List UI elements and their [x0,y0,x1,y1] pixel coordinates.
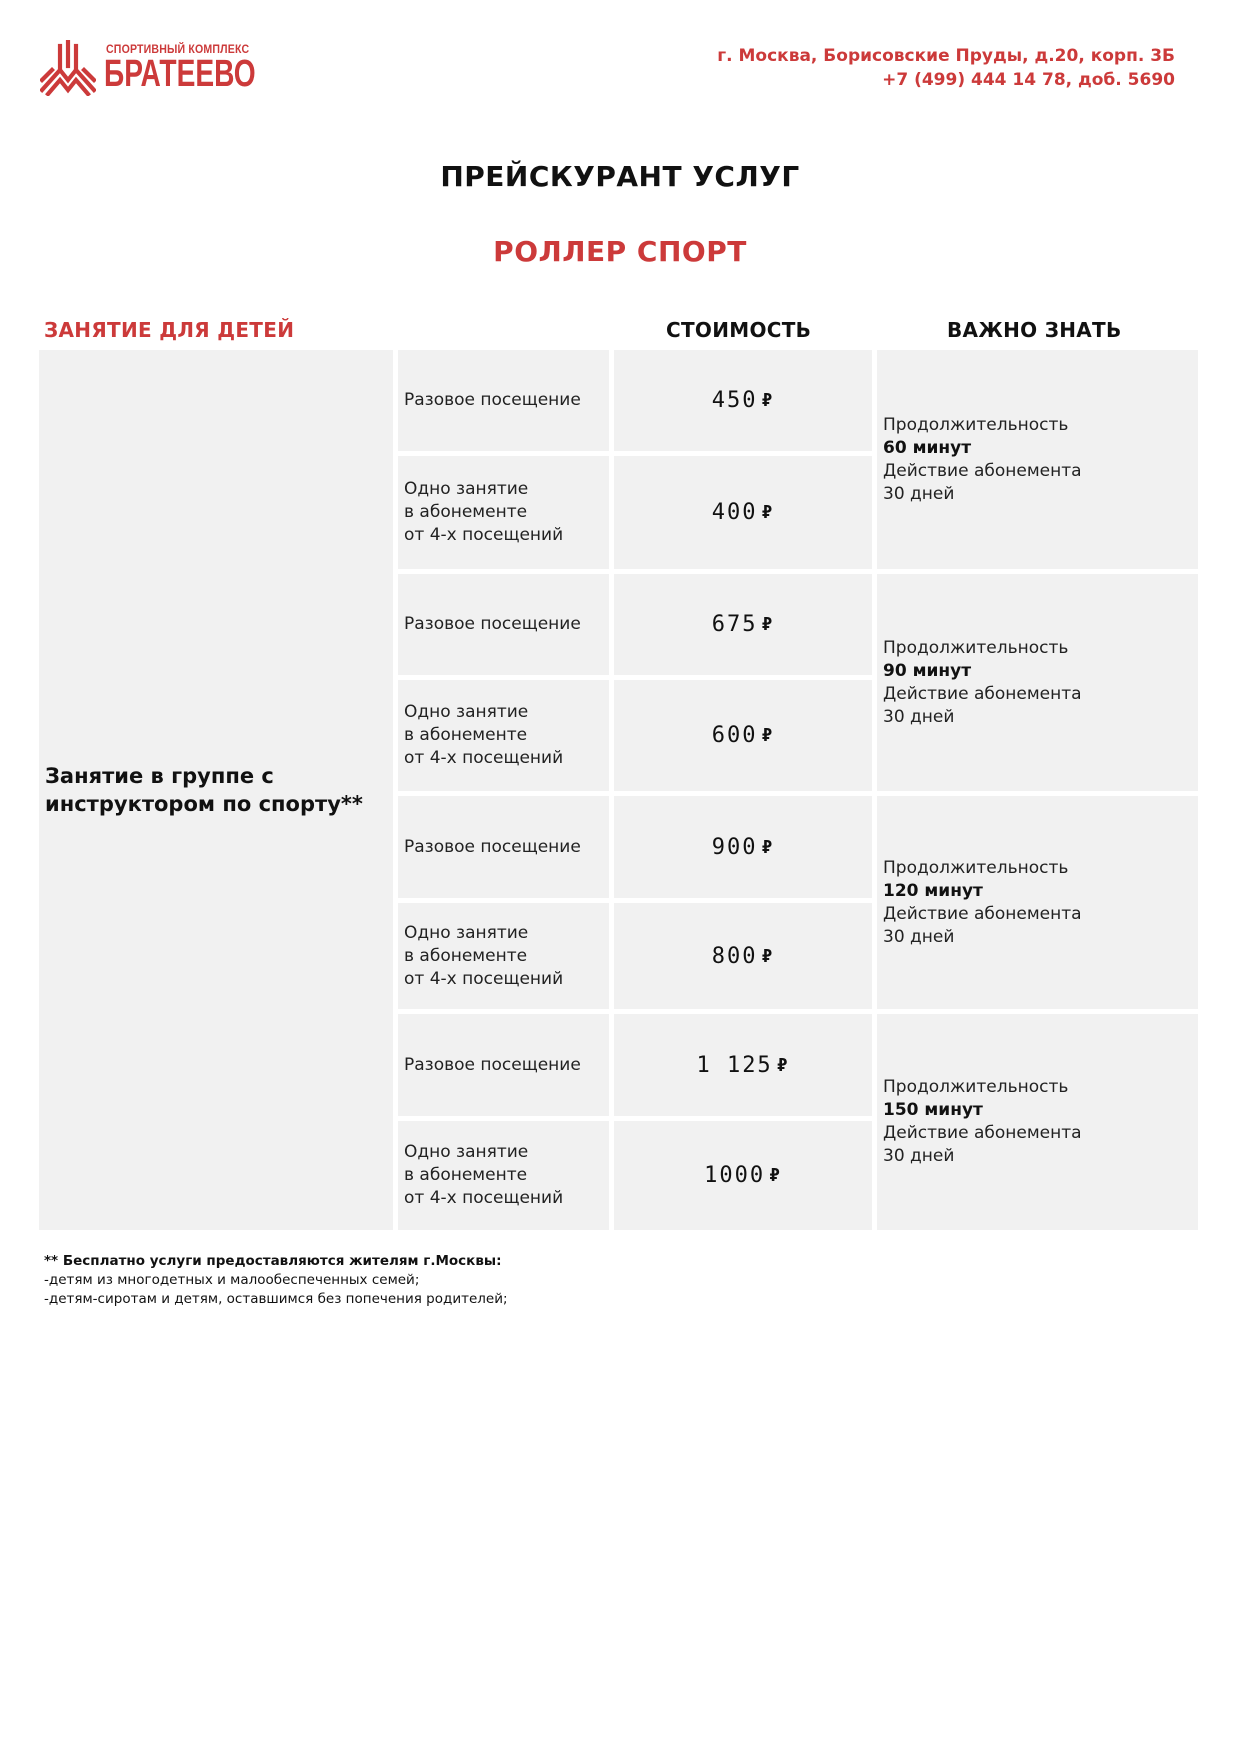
duration-value: 60 минут [883,437,972,458]
service-type: от 4-х посещений [404,1188,564,1208]
price-cell [614,796,872,898]
service-type: Разовое посещение [404,1054,581,1075]
price-value: 1 125 [696,1052,773,1078]
info-cell [877,1014,1198,1230]
page-title: ПРЕЙСКУРАНТ УСЛУГ [440,160,800,193]
ruble-icon: ₽ [761,502,775,523]
service-type: в абонементе [404,502,528,522]
service-type: от 4-х посещений [404,748,564,768]
table-row [398,796,609,898]
ruble-icon: ₽ [761,614,775,635]
table-row [398,350,609,451]
brand-logo [40,40,260,96]
price-cell [614,574,872,675]
ruble-icon: ₽ [761,836,775,858]
price-cell [614,1121,872,1230]
validity-label: Действие абонемента [883,460,1082,481]
info-cell [877,350,1198,569]
group-label: Занятие в группе с инструктором по спорту** [45,764,363,816]
footnote-line: -детям-сиротам и детям, оставшимся без попечения родителей; [44,1291,508,1307]
table-row [398,1121,609,1230]
ruble-icon: ₽ [761,725,775,746]
service-type: в абонементе [404,725,528,745]
footnote [44,1252,508,1309]
price-value: 800 [711,943,758,969]
table-row [398,456,609,569]
footnote-line: -детям из многодетных и малообеспеченных семей; [44,1272,420,1288]
validity-label: Действие абонемента [883,1123,1082,1143]
price-cell [614,1014,872,1116]
service-type: от 4-х посещений [404,525,564,545]
service-type: в абонементе [404,1165,528,1185]
contact-block [717,44,1175,92]
validity-label: Действие абонемента [883,903,1082,924]
ruble-icon: ₽ [761,945,775,967]
price-value: 450 [711,388,758,413]
price-cell [614,680,872,791]
service-type: от 4-х посещений [404,968,564,989]
price-value: 600 [711,723,758,748]
validity-value: 30 дней [883,706,955,727]
logo-mark-icon [40,40,96,96]
ruble-icon: ₽ [769,1165,782,1186]
validity-value: 30 дней [883,926,955,947]
header-price: СТОИМОСТЬ [666,318,812,342]
price-cell [614,456,872,569]
duration-value: 120 минут [883,880,983,901]
price-value: 400 [711,500,758,525]
page-subtitle: РОЛЛЕР СПОРТ [493,235,747,268]
validity-value: 30 дней [883,1146,955,1166]
table-row [398,903,609,1009]
service-type: Разовое посещение [404,614,581,634]
service-type: Одно занятие [404,702,529,722]
contact-address: г. Москва, Борисовские Пруды, д.20, корп. 3Б [717,46,1175,66]
service-type: Разовое посещение [404,836,581,857]
service-type: Разовое посещение [404,390,581,410]
duration-label: Продолжительность [883,857,1069,878]
brand-tagline: СПОРТИВНЫЙ КОМПЛЕКС [106,42,250,56]
price-cell [614,903,872,1009]
duration-value: 90 минут [883,660,972,681]
duration-label: Продолжительность [883,414,1069,435]
service-type: в абонементе [404,945,528,966]
duration-label: Продолжительность [883,637,1069,658]
brand-name: БРАТЕЕВО [104,53,256,95]
service-type: Одно занятие [404,479,529,499]
service-type: Одно занятие [404,922,529,943]
table-row [398,1014,609,1116]
header-category: ЗАНЯТИЕ ДЛЯ ДЕТЕЙ [44,318,295,342]
header-info: ВАЖНО ЗНАТЬ [947,318,1122,342]
table-row [398,680,609,791]
duration-label: Продолжительность [883,1077,1069,1097]
validity-value: 30 дней [883,483,955,504]
ruble-icon: ₽ [761,390,775,411]
price-value: 900 [711,834,758,860]
price-value: 1000 [704,1163,766,1188]
ruble-icon: ₽ [776,1054,790,1076]
price-cell [614,350,872,451]
validity-label: Действие абонемента [883,683,1082,704]
contact-phone: +7 (499) 444 14 78, доб. 5690 [882,70,1175,90]
service-type: Одно занятие [404,1142,529,1162]
table-row [398,574,609,675]
info-cell [877,574,1198,791]
info-cell [877,796,1198,1009]
group-cell [39,350,393,1230]
footnote-title: ** Бесплатно услуги предоставляются жителям г.Москвы: [44,1253,502,1269]
duration-value: 150 минут [883,1100,983,1120]
price-value: 675 [711,612,758,637]
